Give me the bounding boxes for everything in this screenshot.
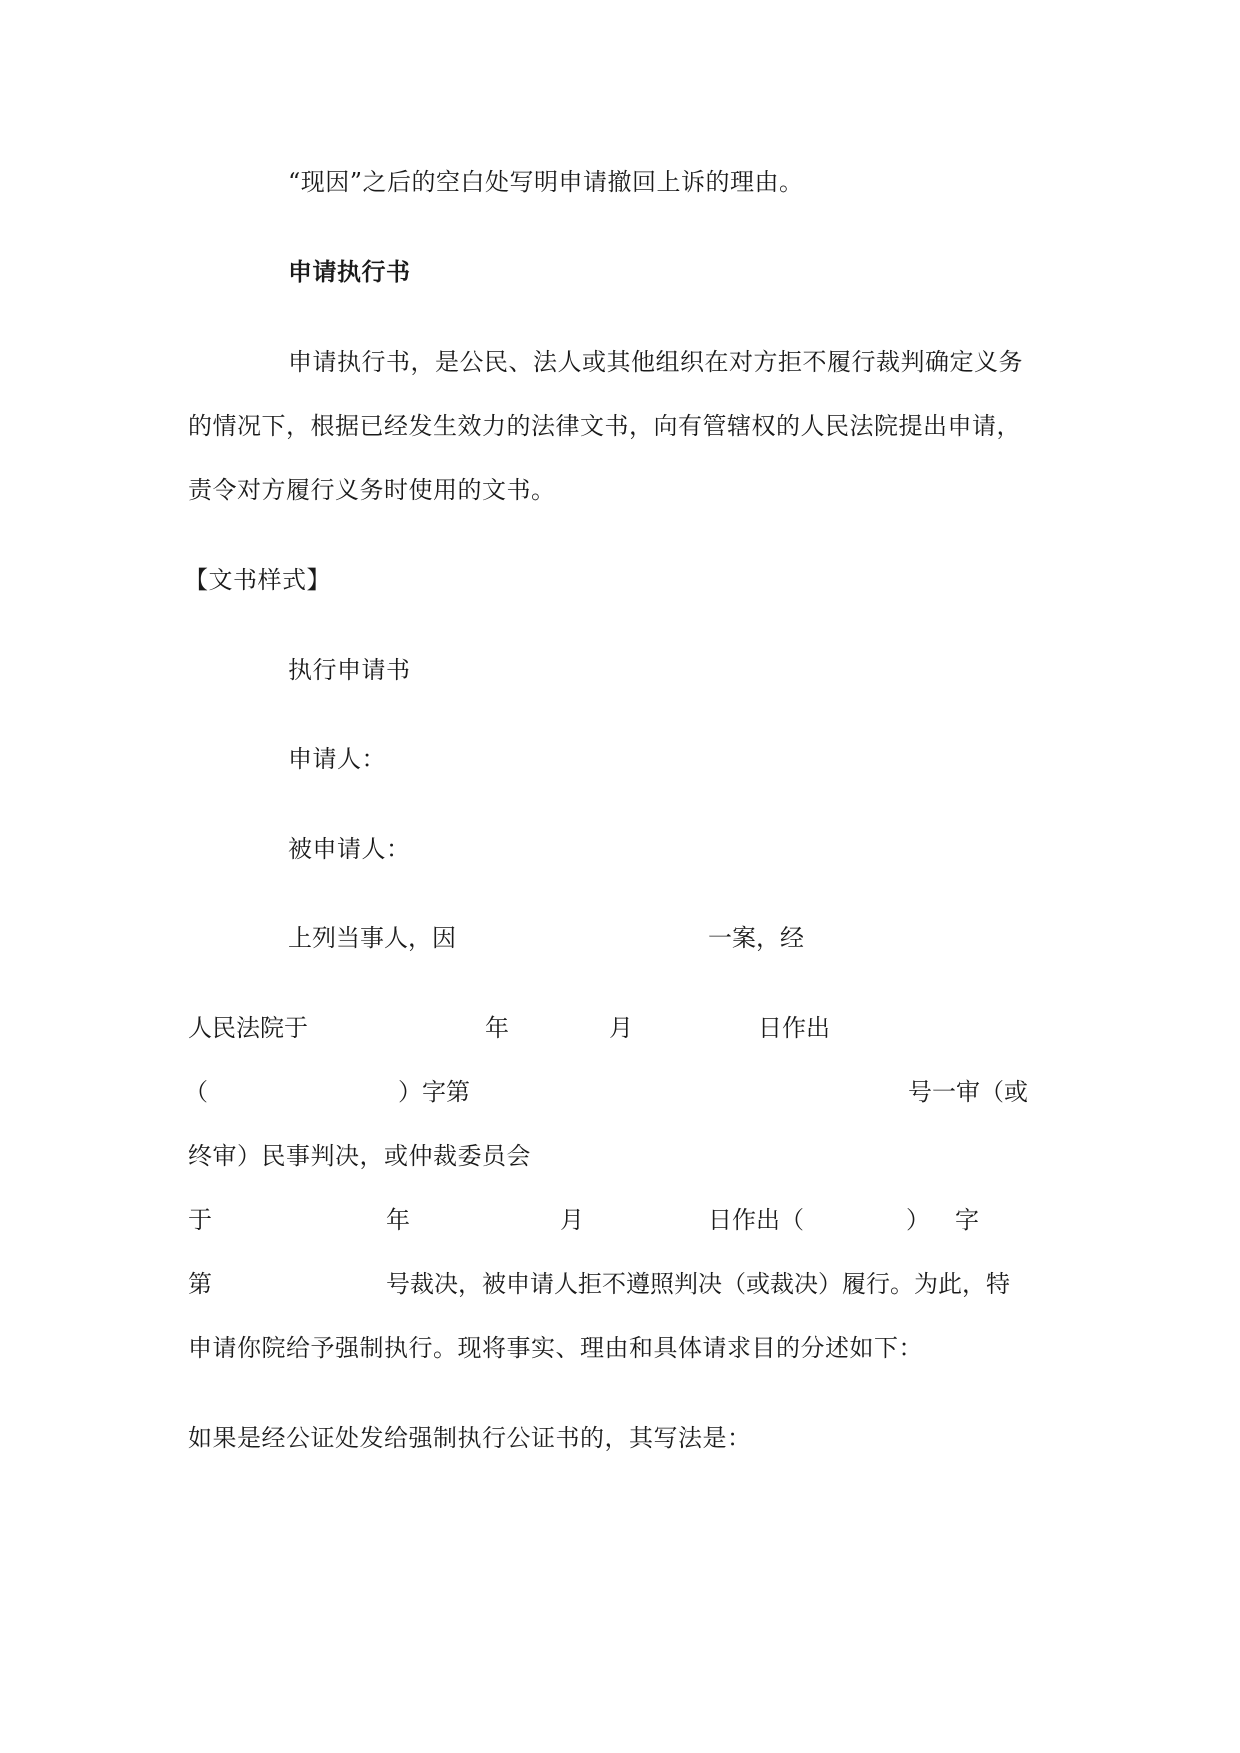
award-refusal-text: 号裁决，被申请人拒不遵照判决（或裁决）履行。为此，特 (386, 1270, 1010, 1298)
year-label: 年 (485, 1014, 509, 1042)
definition-line-1: 申请执行书，是公民、法人或其他组织在对方拒不履行裁判确定义务 (288, 348, 1023, 376)
notary-text: 如果是经公证处发给强制执行公证书的，其写法是： (188, 1424, 752, 1452)
day-made-label: 日作出 (758, 1014, 830, 1042)
case-end-text: 一案，经 (708, 924, 804, 952)
reason-paragraph: “现因”之后的空白处写明申请撤回上诉的理由。 (288, 168, 804, 196)
day-made-paren-text: 日作出（ (708, 1206, 804, 1234)
zi-text: 字 (955, 1206, 979, 1234)
case-start-text: 上列当事人，因 (288, 924, 456, 952)
definition-line-3: 责令对方履行义务时使用的文书。 (188, 476, 556, 504)
section-heading: 申请执行书 (288, 257, 411, 286)
yu-text: 于 (188, 1206, 212, 1234)
request-text: 申请你院给予强制执行。现将事实、理由和具体请求目的分述如下： (188, 1334, 923, 1362)
form-title: 执行申请书 (288, 656, 411, 684)
year2-label: 年 (386, 1206, 410, 1234)
month-label: 月 (609, 1014, 633, 1042)
style-label: 【文书样式】 (184, 566, 331, 594)
zi-di-text: ）字第 (398, 1078, 470, 1106)
respondent-label: 被申请人： (288, 835, 411, 863)
final-trial-text: 终审）民事判决，或仲裁委员会 (188, 1142, 531, 1170)
court-prefix-text: 人民法院于 (188, 1014, 308, 1042)
applicant-label: 申请人： (288, 745, 386, 773)
paren-open: （ (184, 1078, 208, 1106)
first-instance-text: 号一审（或 (908, 1078, 1028, 1106)
definition-line-2: 的情况下，根据已经发生效力的法律文书，向有管辖权的人民法院提出申请， (188, 412, 1021, 440)
di-text: 第 (188, 1270, 212, 1298)
paren-close: ） (906, 1206, 930, 1234)
month2-label: 月 (560, 1206, 584, 1234)
